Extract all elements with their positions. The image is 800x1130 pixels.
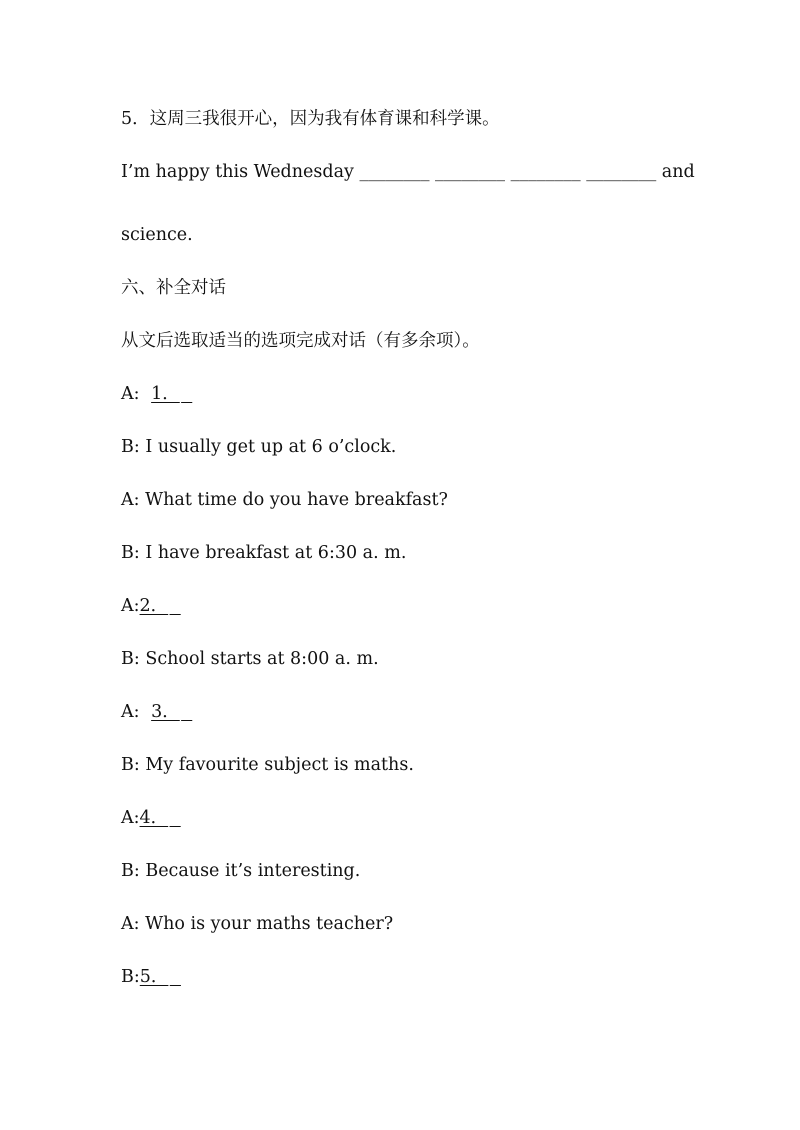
instruction-text: 从文后选取适当的选项完成对话（有多余项）。	[121, 331, 480, 351]
dialogue-line-8	[121, 754, 414, 776]
speaker-label: A:	[121, 490, 140, 510]
speaker-label: B:	[121, 755, 140, 775]
dialogue-line-5	[121, 595, 200, 617]
speaker-label: B:	[121, 861, 140, 881]
dialogue-blank-2[interactable]: 2．	[139, 596, 169, 616]
dialogue-text: Because it’s interesting.	[145, 861, 361, 881]
answer-blank[interactable]: ________	[359, 162, 430, 182]
dialogue-line-11	[121, 913, 393, 935]
speaker-label: A:	[121, 384, 140, 404]
dialogue-line-12	[121, 966, 200, 988]
question-5-english-end: and	[661, 162, 695, 182]
dialogue-blank-3[interactable]: 3．	[151, 702, 180, 722]
question-5-continuation	[121, 224, 193, 246]
dialogue-line-6	[121, 648, 379, 670]
speaker-label: A:	[121, 702, 140, 722]
speaker-label: B:	[121, 649, 140, 669]
dialogue-blank-5[interactable]: 5．	[139, 967, 169, 987]
dialogue-blank-4[interactable]: 4．	[139, 808, 169, 828]
speaker-label: A:	[121, 808, 140, 828]
answer-blank[interactable]: ________	[435, 162, 506, 182]
speaker-label: B:	[121, 543, 140, 563]
dialogue-text: What time do you have breakfast?	[145, 490, 448, 510]
section-6-title	[121, 277, 226, 299]
question-5-english-start: I’m happy this Wednesday	[121, 162, 354, 182]
speaker-label: B:	[121, 437, 140, 457]
dialogue-line-4	[121, 542, 406, 564]
dialogue-line-10	[121, 860, 360, 882]
question-5-continuation-text: science.	[121, 225, 193, 245]
dialogue-text: I have breakfast at 6:30 a. m.	[145, 543, 407, 563]
dialogue-text: School starts at 8:00 a. m.	[145, 649, 379, 669]
question-5-prompt	[121, 108, 500, 130]
dialogue-text: I usually get up at 6 o’clock.	[145, 437, 397, 457]
dialogue-line-9	[121, 807, 200, 829]
speaker-label: A:	[121, 596, 140, 616]
question-5-english-line	[121, 161, 695, 183]
dialogue-line-7	[121, 701, 211, 723]
answer-blank[interactable]: ________	[510, 162, 581, 182]
section-title: 六、补全对话	[121, 278, 226, 298]
speaker-label: B:	[121, 967, 140, 987]
dialogue-text: Who is your maths teacher?	[145, 914, 394, 934]
dialogue-line-3	[121, 489, 448, 511]
speaker-label: A:	[121, 914, 140, 934]
dialogue-line-1	[121, 383, 211, 405]
dialogue-blank-1[interactable]: 1．	[151, 384, 180, 404]
section-6-instruction	[121, 330, 480, 352]
dialogue-line-2	[121, 436, 396, 458]
answer-blank[interactable]: ________	[586, 162, 657, 182]
dialogue-text: My favourite subject is maths.	[145, 755, 414, 775]
question-5-chinese: 5．这周三我很开心，因为我有体育课和科学课。	[121, 109, 500, 129]
